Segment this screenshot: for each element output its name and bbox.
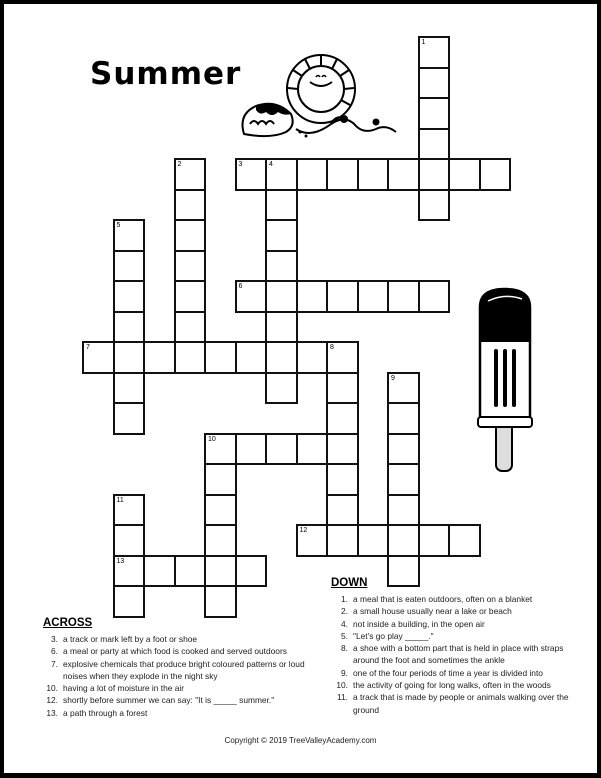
- crossword-cell[interactable]: [387, 494, 420, 527]
- crossword-cell[interactable]: [113, 402, 146, 435]
- crossword-cell[interactable]: [113, 280, 146, 313]
- across-heading: ACROSS: [43, 617, 93, 629]
- clue-number: 2: [177, 161, 182, 168]
- crossword-cell[interactable]: [174, 341, 207, 374]
- crossword-cell[interactable]: [326, 433, 359, 466]
- crossword-cell[interactable]: [448, 158, 481, 191]
- crossword-cell[interactable]: [418, 280, 451, 313]
- crossword-cell[interactable]: [113, 311, 146, 344]
- crossword-cell[interactable]: [265, 189, 298, 222]
- down-clue: 4. not inside a building, in the open air: [341, 618, 485, 629]
- crossword-cell[interactable]: [387, 524, 420, 557]
- crossword-cell[interactable]: [296, 341, 329, 374]
- across-clue-list: [40, 633, 310, 719]
- across-clue: 10. having a lot of moisture in the air: [46, 683, 185, 694]
- across-clue: 13. a path through a forest: [46, 707, 148, 718]
- crossword-cell[interactable]: [265, 372, 298, 405]
- crossword-cell[interactable]: [387, 555, 420, 588]
- crossword-cell[interactable]: [235, 433, 268, 466]
- crossword-cell[interactable]: [174, 158, 207, 191]
- crossword-cell[interactable]: [265, 219, 298, 252]
- clue-number: 8: [330, 344, 334, 351]
- crossword-cell[interactable]: [326, 494, 359, 527]
- crossword-cell[interactable]: [418, 67, 451, 100]
- crossword-cell[interactable]: [82, 341, 115, 374]
- crossword-cell[interactable]: [387, 433, 420, 466]
- crossword-cell[interactable]: [174, 189, 207, 222]
- crossword-cell[interactable]: [387, 463, 420, 496]
- clue-number: 11: [116, 496, 124, 504]
- down-clue: 2. a small house usually near a lake or beach: [341, 606, 512, 617]
- crossword-cell[interactable]: [204, 341, 237, 374]
- crossword-cell[interactable]: [387, 372, 420, 405]
- crossword-cell[interactable]: [265, 280, 298, 313]
- crossword-cell[interactable]: [387, 402, 420, 435]
- crossword-cell[interactable]: [174, 280, 207, 313]
- crossword-cell[interactable]: [326, 341, 359, 374]
- crossword-cell[interactable]: [418, 158, 451, 191]
- crossword-cell[interactable]: [204, 463, 237, 496]
- crossword-cell[interactable]: [113, 555, 146, 588]
- crossword-cell[interactable]: [357, 158, 390, 191]
- down-clue-list: [330, 593, 585, 716]
- crossword-cell[interactable]: [479, 158, 512, 191]
- crossword-cell[interactable]: [204, 524, 237, 557]
- crossword-cell[interactable]: [113, 219, 146, 252]
- crossword-cell[interactable]: [113, 341, 146, 374]
- across-clue: 7. explosive chemicals that produce bright coloured patterns or loud noises when they explode in the night sky: [51, 658, 305, 681]
- crossword-cell[interactable]: [113, 250, 146, 283]
- crossword-cell[interactable]: [357, 524, 390, 557]
- down-clue: 11. a track that is made by people or animals walking over the ground: [336, 692, 569, 715]
- crossword-cell[interactable]: [265, 158, 298, 191]
- clue-number: 4: [269, 161, 273, 168]
- crossword-cell[interactable]: [418, 524, 451, 557]
- crossword-cell[interactable]: [174, 219, 207, 252]
- crossword-cell[interactable]: [113, 372, 146, 405]
- sun-with-waves-icon: [236, 44, 411, 144]
- crossword-cell[interactable]: [113, 524, 146, 557]
- down-heading: DOWN: [331, 577, 368, 589]
- copyright-notice: Copyright © 2019 TreeValleyAcademy.com: [224, 736, 377, 745]
- crossword-cell[interactable]: [204, 555, 237, 588]
- crossword-cell[interactable]: [326, 372, 359, 405]
- crossword-cell[interactable]: [418, 97, 451, 130]
- down-clue: 5. "Let's go play _____.": [341, 630, 434, 641]
- crossword-cell[interactable]: [143, 555, 176, 588]
- crossword-cell[interactable]: [296, 524, 329, 557]
- crossword-cell[interactable]: [265, 341, 298, 374]
- clue-number: 1: [421, 39, 426, 46]
- crossword-cell[interactable]: [113, 585, 146, 618]
- crossword-cell[interactable]: [326, 158, 359, 191]
- crossword-cell[interactable]: [113, 494, 146, 527]
- crossword-cell[interactable]: [235, 555, 268, 588]
- crossword-cell[interactable]: [326, 280, 359, 313]
- clue-number: 9: [391, 374, 395, 382]
- crossword-cell[interactable]: [265, 433, 298, 466]
- crossword-cell[interactable]: [204, 585, 237, 618]
- down-clue: 9. one of the four periods of time a year is divided into: [341, 667, 543, 678]
- across-clue: 3. a track or mark left by a foot or shoe: [51, 634, 198, 644]
- crossword-cell[interactable]: [235, 280, 268, 313]
- crossword-cell[interactable]: [235, 341, 268, 374]
- crossword-cell[interactable]: [235, 158, 268, 191]
- crossword-cell[interactable]: [174, 555, 207, 588]
- crossword-cell[interactable]: [296, 433, 329, 466]
- crossword-cell[interactable]: [174, 250, 207, 283]
- across-clue: 12. shortly before summer we can say: "It is _____ summer.": [46, 695, 275, 706]
- crossword-cell[interactable]: [387, 280, 420, 313]
- across-clue: 6. a meal or party at which food is cooked and served outdoors: [51, 646, 287, 657]
- crossword-cell[interactable]: [326, 463, 359, 496]
- worksheet-page: [4, 4, 597, 773]
- clue-number: 3: [238, 161, 243, 168]
- crossword-cell[interactable]: [418, 36, 451, 69]
- down-clue: 10. the activity of going for long walks, often in the woods: [336, 680, 551, 691]
- clue-number: 6: [238, 283, 243, 290]
- crossword-cell[interactable]: [265, 311, 298, 344]
- down-clue: 8. a shoe with a bottom part that is held in place with straps around the foot and sometimes the ankle: [341, 643, 564, 666]
- crossword-cell[interactable]: [387, 158, 420, 191]
- crossword-cell[interactable]: [448, 524, 481, 557]
- clue-number: 13: [116, 557, 125, 565]
- clue-number: 12: [299, 527, 308, 534]
- crossword-cell[interactable]: [296, 158, 329, 191]
- crossword-cell[interactable]: [174, 311, 207, 344]
- crossword-cell[interactable]: [143, 341, 176, 374]
- crossword-cell[interactable]: [418, 189, 451, 222]
- popsicle-icon: [476, 287, 534, 475]
- clue-number: 7: [86, 344, 90, 351]
- crossword-cell[interactable]: [326, 402, 359, 435]
- clue-number: 10: [208, 435, 216, 443]
- crossword-cell[interactable]: [204, 433, 237, 466]
- crossword-cell[interactable]: [357, 280, 390, 313]
- crossword-cell[interactable]: [204, 494, 237, 527]
- worksheet-title: Summer: [90, 56, 242, 92]
- crossword-cell[interactable]: [265, 250, 298, 283]
- down-clue: 1. a meal that is eaten outdoors, often on a blanket: [341, 594, 533, 604]
- crossword-cell[interactable]: [296, 280, 329, 313]
- crossword-cell[interactable]: [418, 128, 451, 161]
- crossword-cell[interactable]: [326, 524, 359, 557]
- clue-number: 5: [116, 222, 121, 229]
